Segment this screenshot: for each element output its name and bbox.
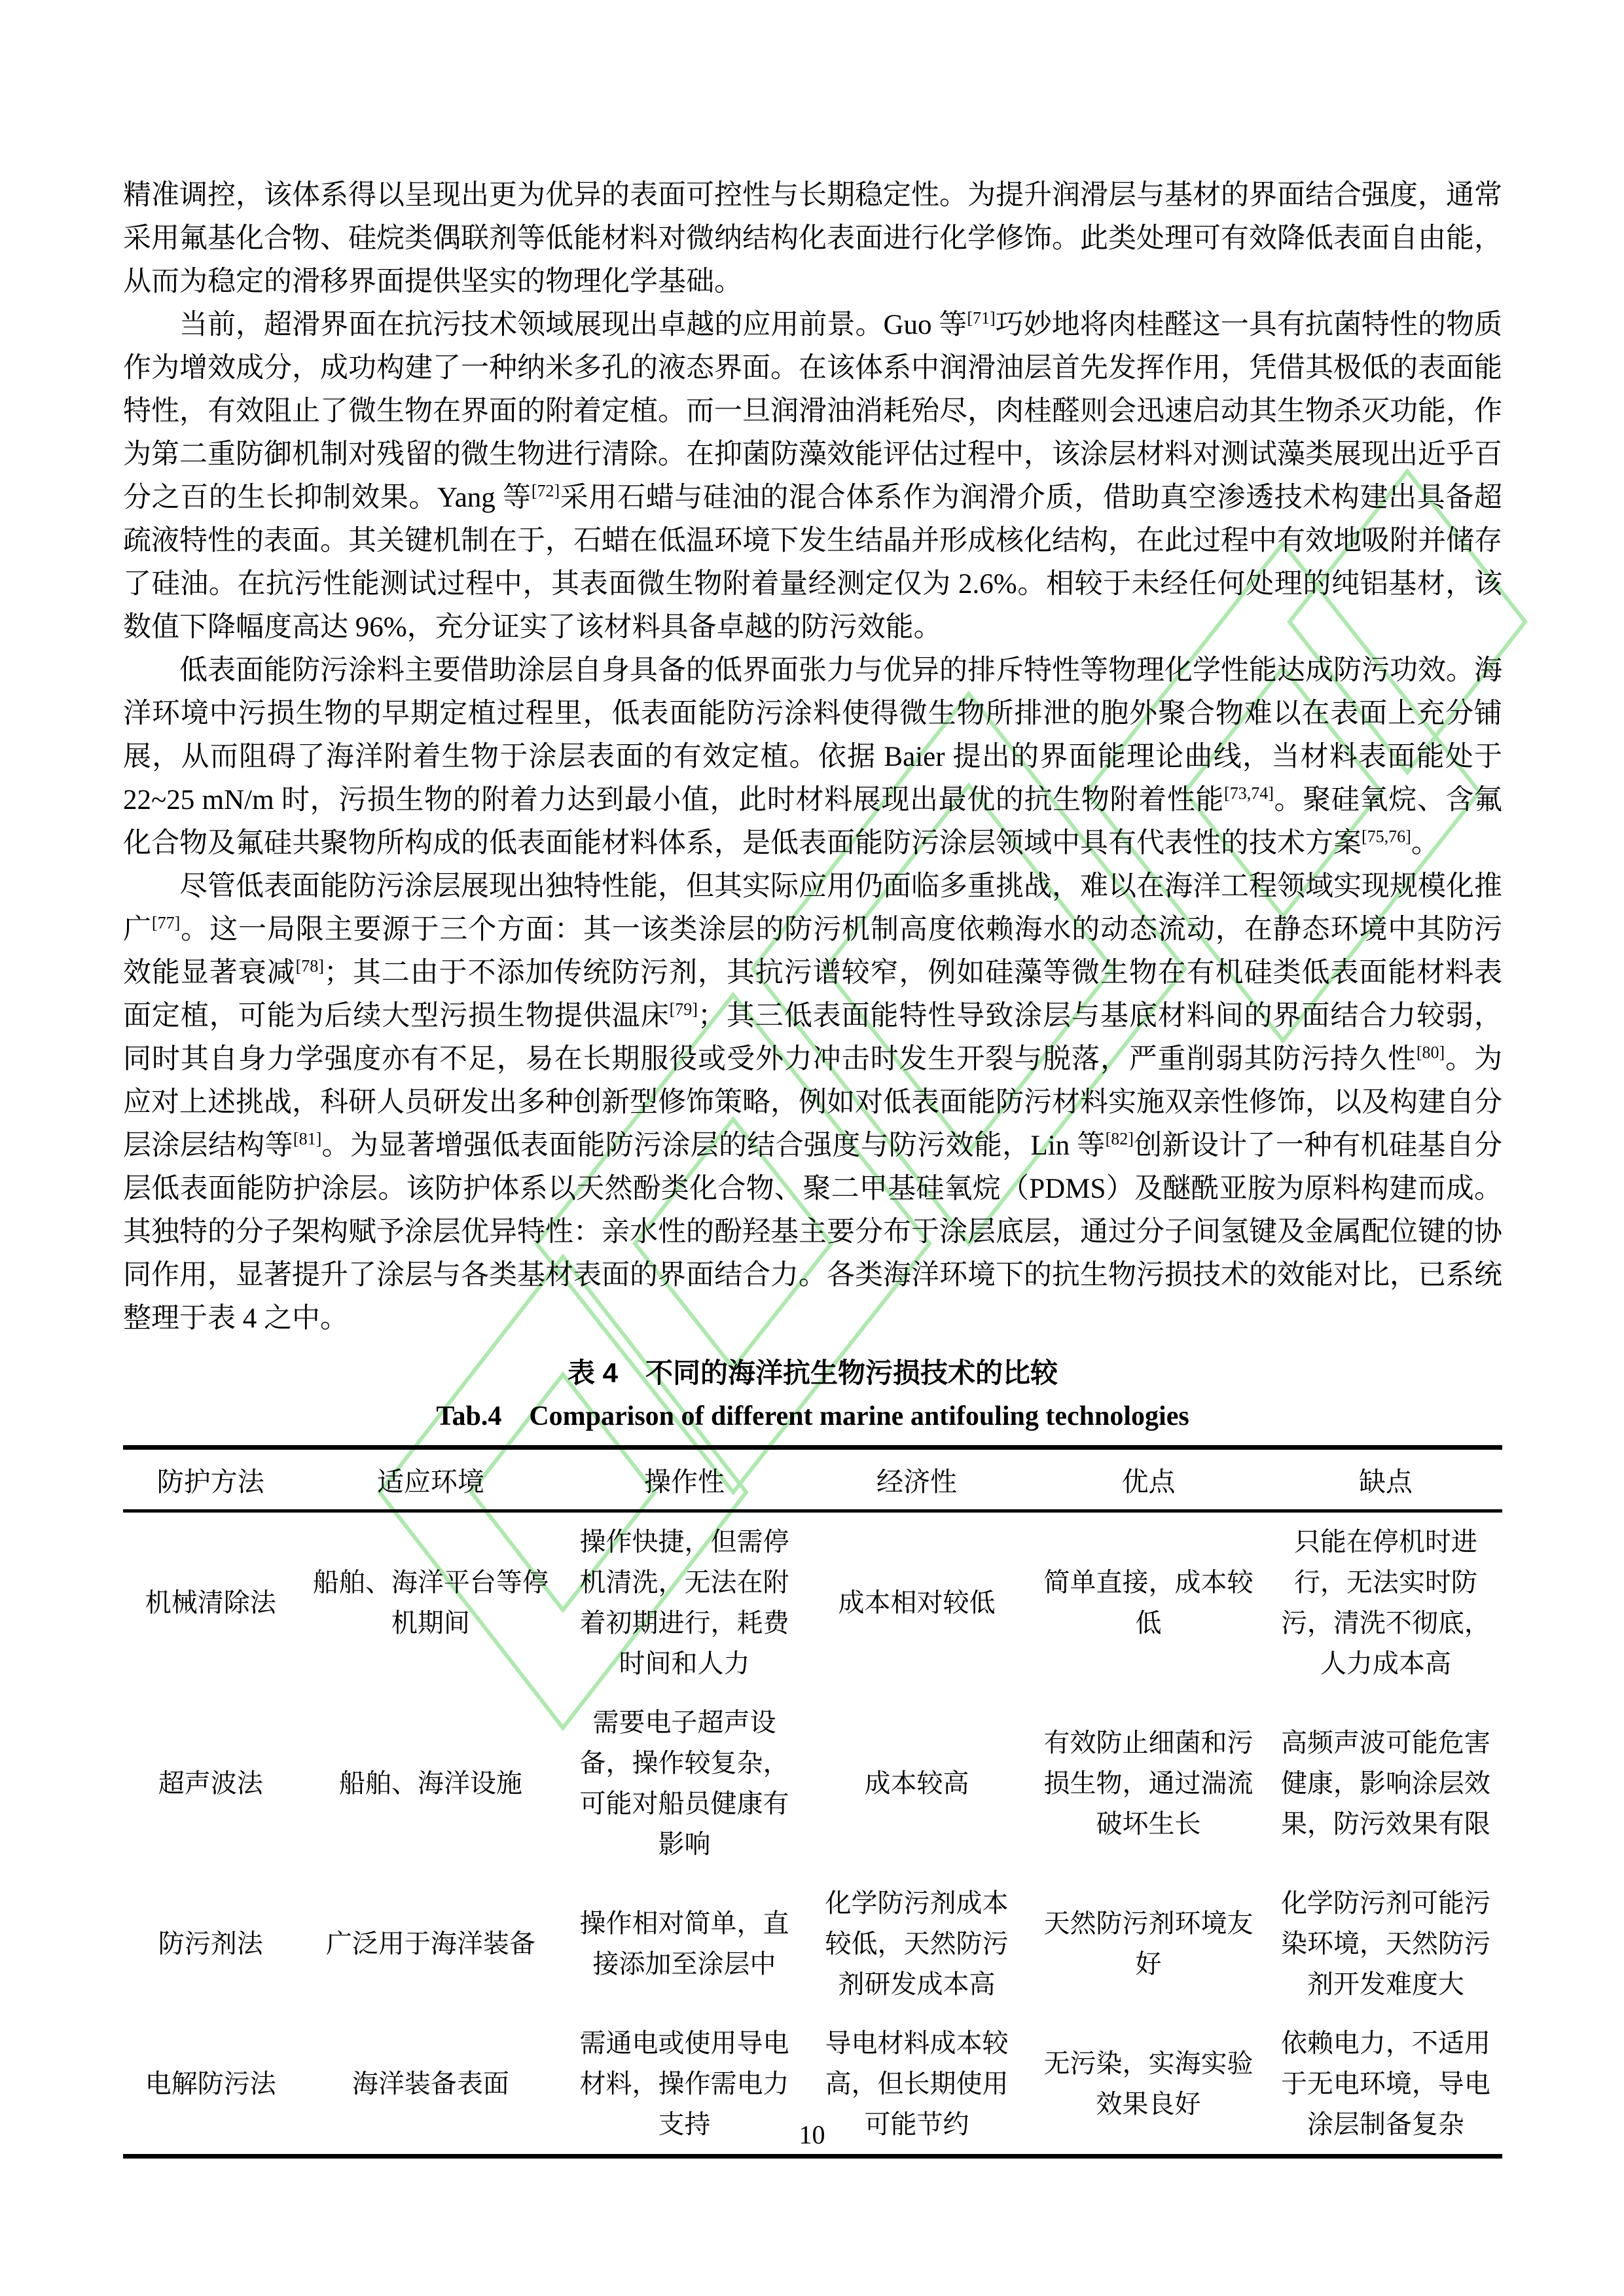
table-header-cell: 操作性 (563, 1448, 806, 1511)
page-number: 10 (799, 2120, 825, 2149)
table-header-cell: 优点 (1028, 1448, 1269, 1511)
table-row (123, 1874, 1502, 2014)
table-cell: 只能在停机时进行，无法实时防污，清洗不彻底，人力成本高 (1280, 1527, 1490, 1678)
table-header-cell: 缺点 (1269, 1448, 1502, 1511)
table-row (123, 1693, 1502, 1874)
paragraph-2: 当前，超滑界面在抗污技术领域展现出卓越的应用前景。Guo 等[71]巧妙地将肉桂醛这一具有抗菌特性的物质作为增效成分，成功构建了一种纳米多孔的液态界面。在该体系中润滑油层首先发挥作用，凭借其极低的表面能特性，有效阻止了微生物在界面的附着定植。而一旦润滑油消耗殆尽，肉桂醛则会迅速启动其生物杀灭功能，作为第二重防御机制对残留的微生物进行清除。在抑菌防藻效能评估过程中，该涂层材料对测试藻类展现出近乎百分之百的生长抑制效果。Yang 等[72]采用石蜡与硅油的混合体系作为润滑介质，借助真空渗透技术构建出具备超疏液特性的表面。其关键机制在于，石蜡在低温环境下发生结晶并形成核化结构，在此过程中有效地吸附并储存了硅油。在抗污性能测试过程中，其表面微生物附着量经测定仅为 2.6%。相较于未经任何处理的纯铝基材，该数值下降幅度高达 96%，充分证实了该材料具备卓越的防污效能。 (123, 308, 1503, 643)
table-cell: 简单直接，成本较低 (1043, 1568, 1254, 1638)
table-caption-en: Tab.4 Comparison of different marine antifouling technologies (436, 1401, 1189, 1431)
table-header-cell: 经济性 (806, 1448, 1028, 1511)
page-content (123, 174, 1502, 2159)
table-cell: 化学防污剂成本较低，天然防污剂研发成本高 (825, 1888, 1009, 1999)
table-header-cell: 防护方法 (123, 1448, 298, 1511)
table-cell: 操作快捷，但需停机清洗，无法在附着初期进行，耗费时间和人力 (579, 1527, 789, 1678)
table-cell: 无污染，实海实验效果良好 (1043, 2049, 1254, 2119)
table-row (123, 1511, 1502, 1694)
table-cell: 天然防污剂环境友好 (1043, 1909, 1254, 1979)
table-cell: 导电材料成本较高，但长期使用可能节约 (825, 2028, 1009, 2139)
table-cell: 高频声波可能危害健康，影响涂层效果，防污效果有限 (1280, 1728, 1490, 1839)
table-cell: 超声波法 (158, 1768, 263, 1798)
table-cell: 化学防污剂可能污染环境，天然防污剂开发难度大 (1280, 1888, 1490, 1999)
paragraph-3: 低表面能防污涂料主要借助涂层自身具备的低界面张力与优异的排斥特性等物理化学性能达成防污功效。海洋环境中污损生物的早期定植过程里，低表面能防污涂料使得微生物所排泄的胞外聚合物难以在表面上充分铺展，从而阻碍了海洋附着生物于涂层表面的有效定植。依据 Baier 提出的界面能理论曲线，当材料表面能处于 22~25 mN/m 时，污损生物的附着力达到最小值，此时材料展现出最优的抗生物附着性能[73,74]。聚硅氧烷、含氟化合物及氟硅共聚物所构成的低表面能材料体系，是低表面能防污涂层领域中具有代表性的技术方案[75,76]。 (123, 655, 1502, 859)
table-cell: 成本相对较低 (838, 1588, 996, 1617)
table-cell: 操作相对简单，直接添加至涂层中 (579, 1909, 789, 1979)
table-cell: 有效防止细菌和污损生物，通过湍流破坏生长 (1043, 1728, 1254, 1839)
table-cell: 成本较高 (864, 1768, 969, 1798)
comparison-table (123, 1445, 1502, 2159)
table-cell: 防污剂法 (158, 1929, 263, 1958)
paragraph-1: 精准调控，该体系得以呈现出更为优异的表面可控性与长期稳定性。为提升润滑层与基材的界面结合强度，通常采用氟基化合物、硅烷类偶联剂等低能材料对微纳结构化表面进行化学修饰。此类处理可有效降低表面自由能，从而为稳定的滑移界面提供坚实的物理化学基础。 (123, 180, 1502, 297)
table-cell: 船舶、海洋平台等停机期间 (312, 1568, 549, 1638)
table-cell: 机械清除法 (145, 1588, 276, 1617)
table-caption-zh: 表 4 不同的海洋抗生物污损技术的比较 (567, 1357, 1058, 1388)
table-cell: 需要电子超声设备，操作较复杂，可能对船员健康有影响 (579, 1708, 789, 1859)
table-cell: 依赖电力，不适用于无电环境，导电涂层制备复杂 (1280, 2028, 1490, 2139)
table-cell: 海洋装备表面 (352, 2069, 509, 2098)
table-cell: 电解防污法 (145, 2069, 276, 2098)
paragraph-4: 尽管低表面能防污涂层展现出独特性能，但其实际应用仍面临多重挑战，难以在海洋工程领域实现规模化推广[77]。这一局限主要源于三个方面：其一该类涂层的防污机制高度依赖海水的动态流动，在静态环境中其防污效能显著衰减[78]；其二由于不添加传统防污剂，其抗污谱较窄，例如硅藻等微生物在有机硅类低表面能材料表面定植，可能为后续大型污损生物提供温床[79]；其三低表面能特性导致涂层与基底材料间的界面结合力较弱，同时其自身力学强度亦有不足，易在长期服役或受外力冲击时发生开裂与脱落，严重削弱其防污持久性[80]。为应对上述挑战，科研人员研发出多种创新型修饰策略，例如对低表面能防污材料实施双亲性修饰，以及构建自分层涂层结构等[81]。为显著增强低表面能防污涂层的结合强度与防污效能，Lin 等[82]创新设计了一种有机硅基自分层低表面能防护涂层。该防护体系以天然酚类化合物、聚二甲基硅氧烷（PDMS）及醚酰亚胺为原料构建而成。其独特的分子架构赋予涂层优异特性：亲水性的酚羟基主要分布于涂层底层，通过分子间氢键及金属配位键的协同作用，显著提升了涂层与各类基材表面的界面结合力。各类海洋环境下的抗生物污损技术的效能对比，已系统整理于表 4 之中。 (123, 871, 1503, 1334)
table-cell: 船舶、海洋设施 (338, 1768, 522, 1798)
table-cell: 广泛用于海洋装备 (325, 1929, 535, 1958)
table-header-cell: 适应环境 (298, 1448, 564, 1511)
table-header-row (123, 1448, 1502, 1511)
table-cell: 需通电或使用导电材料，操作需电力支持 (579, 2028, 789, 2139)
